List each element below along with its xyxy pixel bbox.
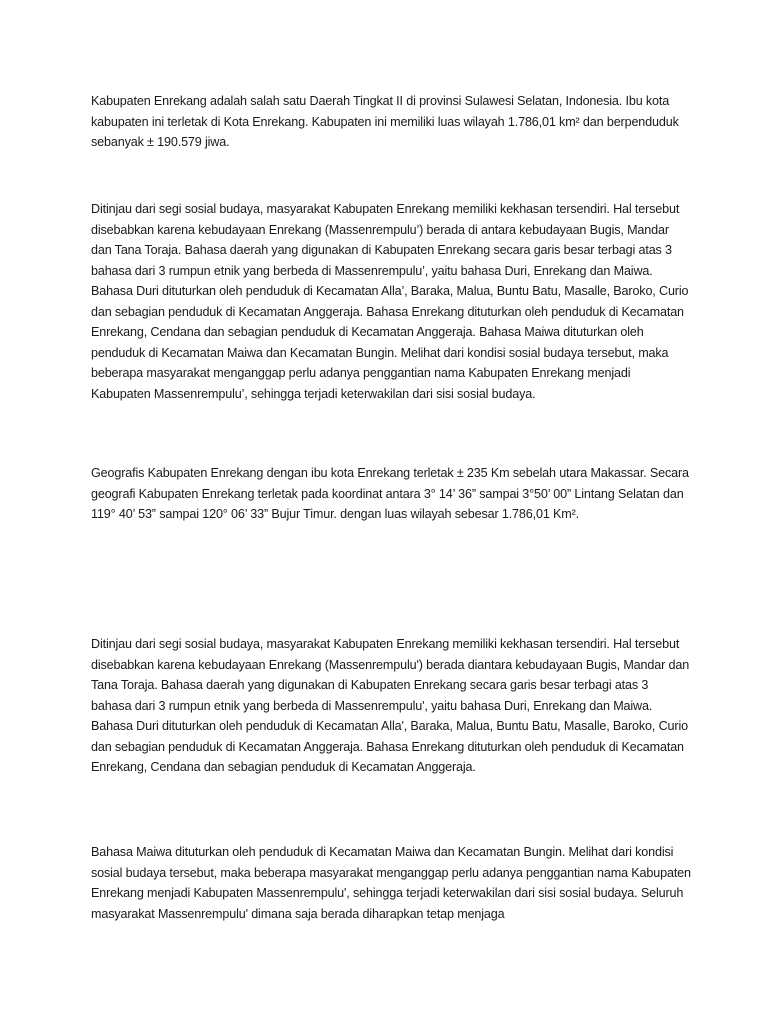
paragraph-geography: Geografis Kabupaten Enrekang dengan ibu kota Enrekang terletak ± 235 Km sebelah utara Makassar. Secara geografi Kabupaten Enrekang terletak pada koordinat antara 3° 14’ 36” sampai 3°50’ 00” Lintang Selatan dan 119° 40’ 53” sampai 120° 06’ 33” Bujur Timur. dengan luas wilayah sebesar 1.786,01 Km².	[91, 466, 689, 521]
paragraph-maiwa-language: Bahasa Maiwa dituturkan oleh penduduk di Kecamatan Maiwa dan Kecamatan Bungin. Melihat dari kondisi sosial budaya tersebut, maka beberapa masyarakat menganggap perlu adanya penggantian nama Kabupaten Enrekang menjadi Kabupaten Massenrempulu', sehingga terjadi keterwakilan dari sisi sosial budaya. Seluruh masyarakat Massenrempulu' dimana saja berada diharapkan tetap menjaga	[91, 845, 691, 921]
paragraph-social-culture: Ditinjau dari segi sosial budaya, masyarakat Kabupaten Enrekang memiliki kekhasan tersendiri. Hal tersebut disebabkan karena kebudayaan Enrekang (Massenrempulu’) berada di antara kebudayaan Bugis, Mandar dan Tana Toraja. Bahasa daerah yang digunakan di Kabupaten Enrekang secara garis besar terbagi atas 3 bahasa dari 3 rumpun etnik yang berbeda di Massenrempulu’, yaitu bahasa Duri, Enrekang dan Maiwa. Bahasa Duri dituturkan oleh penduduk di Kecamatan Alla’, Baraka, Malua, Buntu Batu, Masalle, Baroko, Curio dan sebagian penduduk di Kecamatan Anggeraja. Bahasa Enrekang dituturkan oleh penduduk di Kecamatan Enrekang, Cendana dan sebagian penduduk di Kecamatan Anggeraja. Bahasa Maiwa dituturkan oleh penduduk di Kecamatan Maiwa dan Kecamatan Bungin. Melihat dari kondisi sosial budaya tersebut, maka beberapa masyarakat menganggap perlu adanya penggantian nama Kabupaten Enrekang menjadi Kabupaten Massenrempulu’, sehingga terjadi keterwakilan dari sisi sosial budaya.	[91, 202, 689, 401]
paragraph-social-culture-repeat: Ditinjau dari segi sosial budaya, masyarakat Kabupaten Enrekang memiliki kekhasan tersendiri. Hal tersebut disebabkan karena kebudayaan Enrekang (Massenrempulu') berada diantara kebudayaan Bugis, Mandar dan Tana Toraja. Bahasa daerah yang digunakan di Kabupaten Enrekang secara garis besar terbagi atas 3 bahasa dari 3 rumpun etnik yang berbeda di Massenrempulu', yaitu bahasa Duri, Enrekang dan Maiwa. Bahasa Duri dituturkan oleh penduduk di Kecamatan Alla', Baraka, Malua, Buntu Batu, Masalle, Baroko, Curio dan sebagian penduduk di Kecamatan Anggeraja. Bahasa Enrekang dituturkan oleh penduduk di Kecamatan Enrekang, Cendana dan sebagian penduduk di Kecamatan Anggeraja.	[91, 637, 690, 774]
paragraph-intro: Kabupaten Enrekang adalah salah satu Daerah Tingkat II di provinsi Sulawesi Selatan, Indonesia. Ibu kota kabupaten ini terletak di Kota Enrekang. Kabupaten ini memiliki luas wilayah 1.786,01 km² dan berpenduduk sebanyak ± 190.579 jiwa.	[91, 94, 679, 149]
